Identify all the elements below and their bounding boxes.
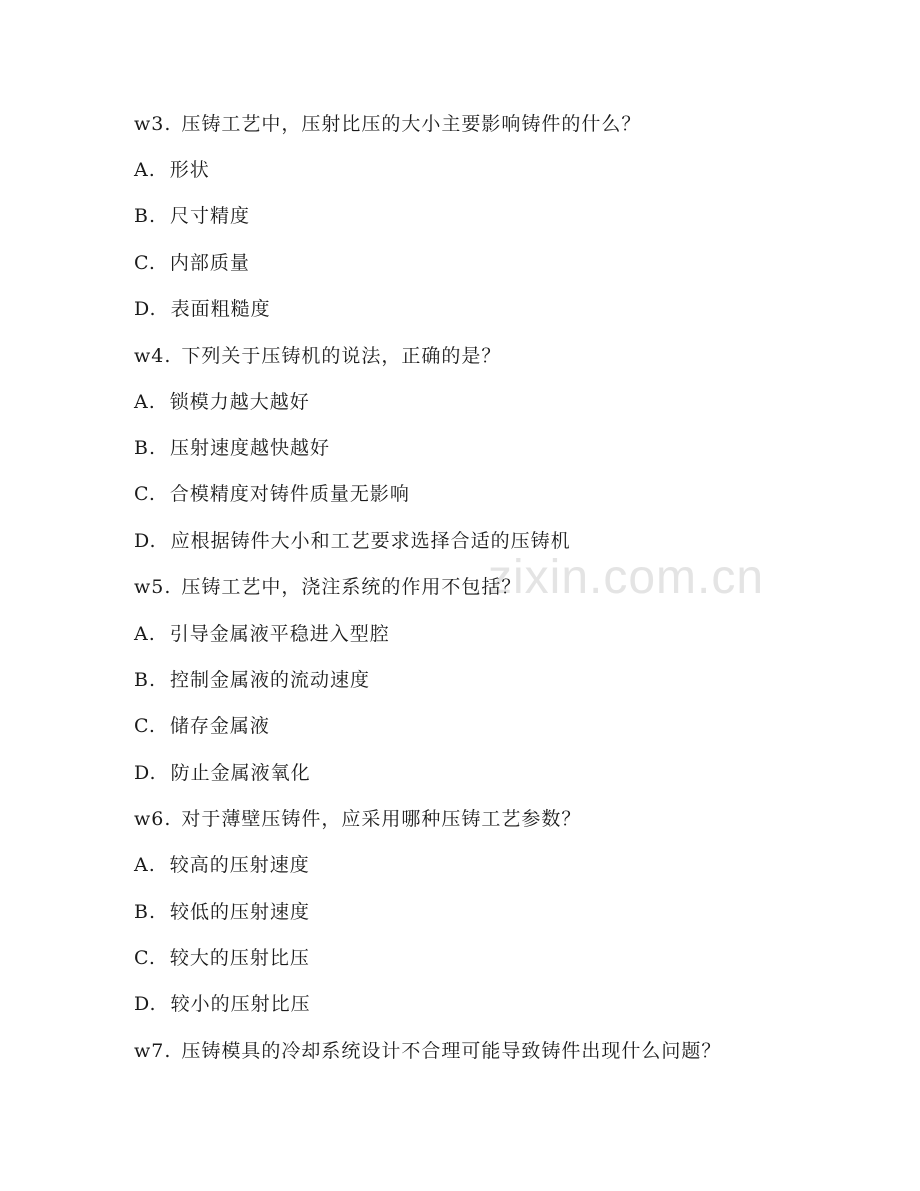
option-letter: D. bbox=[134, 530, 157, 552]
option-text: 锁模力越大越好 bbox=[169, 391, 310, 413]
watermark: zixin.com.cn bbox=[488, 551, 765, 604]
option-text: 控制金属液的流动速度 bbox=[170, 669, 371, 691]
option-w4-d bbox=[134, 529, 571, 553]
question-w3 bbox=[134, 112, 641, 136]
option-text: 防止金属液氧化 bbox=[170, 762, 311, 784]
question-w4 bbox=[134, 344, 501, 368]
option-text: 储存金属液 bbox=[169, 715, 270, 737]
question-text: 压铸工艺中，浇注系统的作用不包括？ bbox=[181, 576, 522, 598]
option-text: 引导金属液平稳进入型腔 bbox=[169, 623, 390, 645]
question-text: 对于薄壁压铸件，应采用哪种压铸工艺参数？ bbox=[181, 808, 582, 830]
option-w4-b bbox=[134, 436, 330, 460]
option-w5-c bbox=[134, 714, 270, 738]
question-text: 压铸模具的冷却系统设计不合理可能导致铸件出现什么问题？ bbox=[181, 1040, 722, 1062]
option-text: 较大的压射比压 bbox=[169, 947, 310, 969]
option-w5-d bbox=[134, 761, 311, 785]
option-w4-c bbox=[134, 482, 410, 506]
option-letter: A. bbox=[134, 159, 156, 181]
question-number: w4. bbox=[134, 345, 172, 367]
option-text: 内部质量 bbox=[169, 252, 250, 274]
question-number: w6. bbox=[134, 808, 172, 830]
option-text: 较低的压射速度 bbox=[170, 901, 311, 923]
question-number: w3. bbox=[134, 113, 172, 135]
option-w3-c bbox=[134, 251, 250, 275]
option-text: 压射速度越快越好 bbox=[170, 437, 331, 459]
option-letter: B. bbox=[134, 669, 157, 691]
option-letter: C. bbox=[134, 252, 156, 274]
option-letter: D. bbox=[134, 298, 157, 320]
option-letter: B. bbox=[134, 437, 157, 459]
option-letter: D. bbox=[134, 993, 157, 1015]
option-letter: B. bbox=[134, 205, 157, 227]
question-w5 bbox=[134, 575, 521, 599]
option-text: 表面粗糙度 bbox=[170, 298, 271, 320]
option-w3-b bbox=[134, 204, 250, 228]
option-text: 应根据铸件大小和工艺要求选择合适的压铸机 bbox=[170, 530, 571, 552]
option-letter: C. bbox=[134, 715, 156, 737]
option-w6-c bbox=[134, 946, 310, 970]
option-w3-d bbox=[134, 297, 271, 321]
question-text: 下列关于压铸机的说法，正确的是？ bbox=[181, 345, 502, 367]
option-text: 较高的压射速度 bbox=[169, 854, 310, 876]
option-letter: A. bbox=[134, 391, 156, 413]
option-text: 尺寸精度 bbox=[170, 205, 251, 227]
question-number: w7. bbox=[134, 1040, 172, 1062]
option-text: 合模精度对铸件质量无影响 bbox=[169, 483, 410, 505]
option-text: 形状 bbox=[169, 159, 210, 181]
option-w5-a bbox=[134, 622, 390, 646]
question-number: w5. bbox=[134, 576, 172, 598]
option-letter: A. bbox=[134, 854, 156, 876]
option-w3-a bbox=[134, 158, 210, 182]
option-letter: A. bbox=[134, 623, 156, 645]
option-letter: B. bbox=[134, 901, 157, 923]
option-letter: C. bbox=[134, 483, 156, 505]
option-letter: C. bbox=[134, 947, 156, 969]
question-w6 bbox=[134, 807, 581, 831]
option-w6-b bbox=[134, 900, 310, 924]
option-w6-a bbox=[134, 853, 310, 877]
option-w6-d bbox=[134, 992, 311, 1016]
question-text: 压铸工艺中，压射比压的大小主要影响铸件的什么？ bbox=[181, 113, 642, 135]
question-w7 bbox=[134, 1039, 721, 1063]
option-w5-b bbox=[134, 668, 370, 692]
option-letter: D. bbox=[134, 762, 157, 784]
option-text: 较小的压射比压 bbox=[170, 993, 311, 1015]
option-w4-a bbox=[134, 390, 310, 414]
